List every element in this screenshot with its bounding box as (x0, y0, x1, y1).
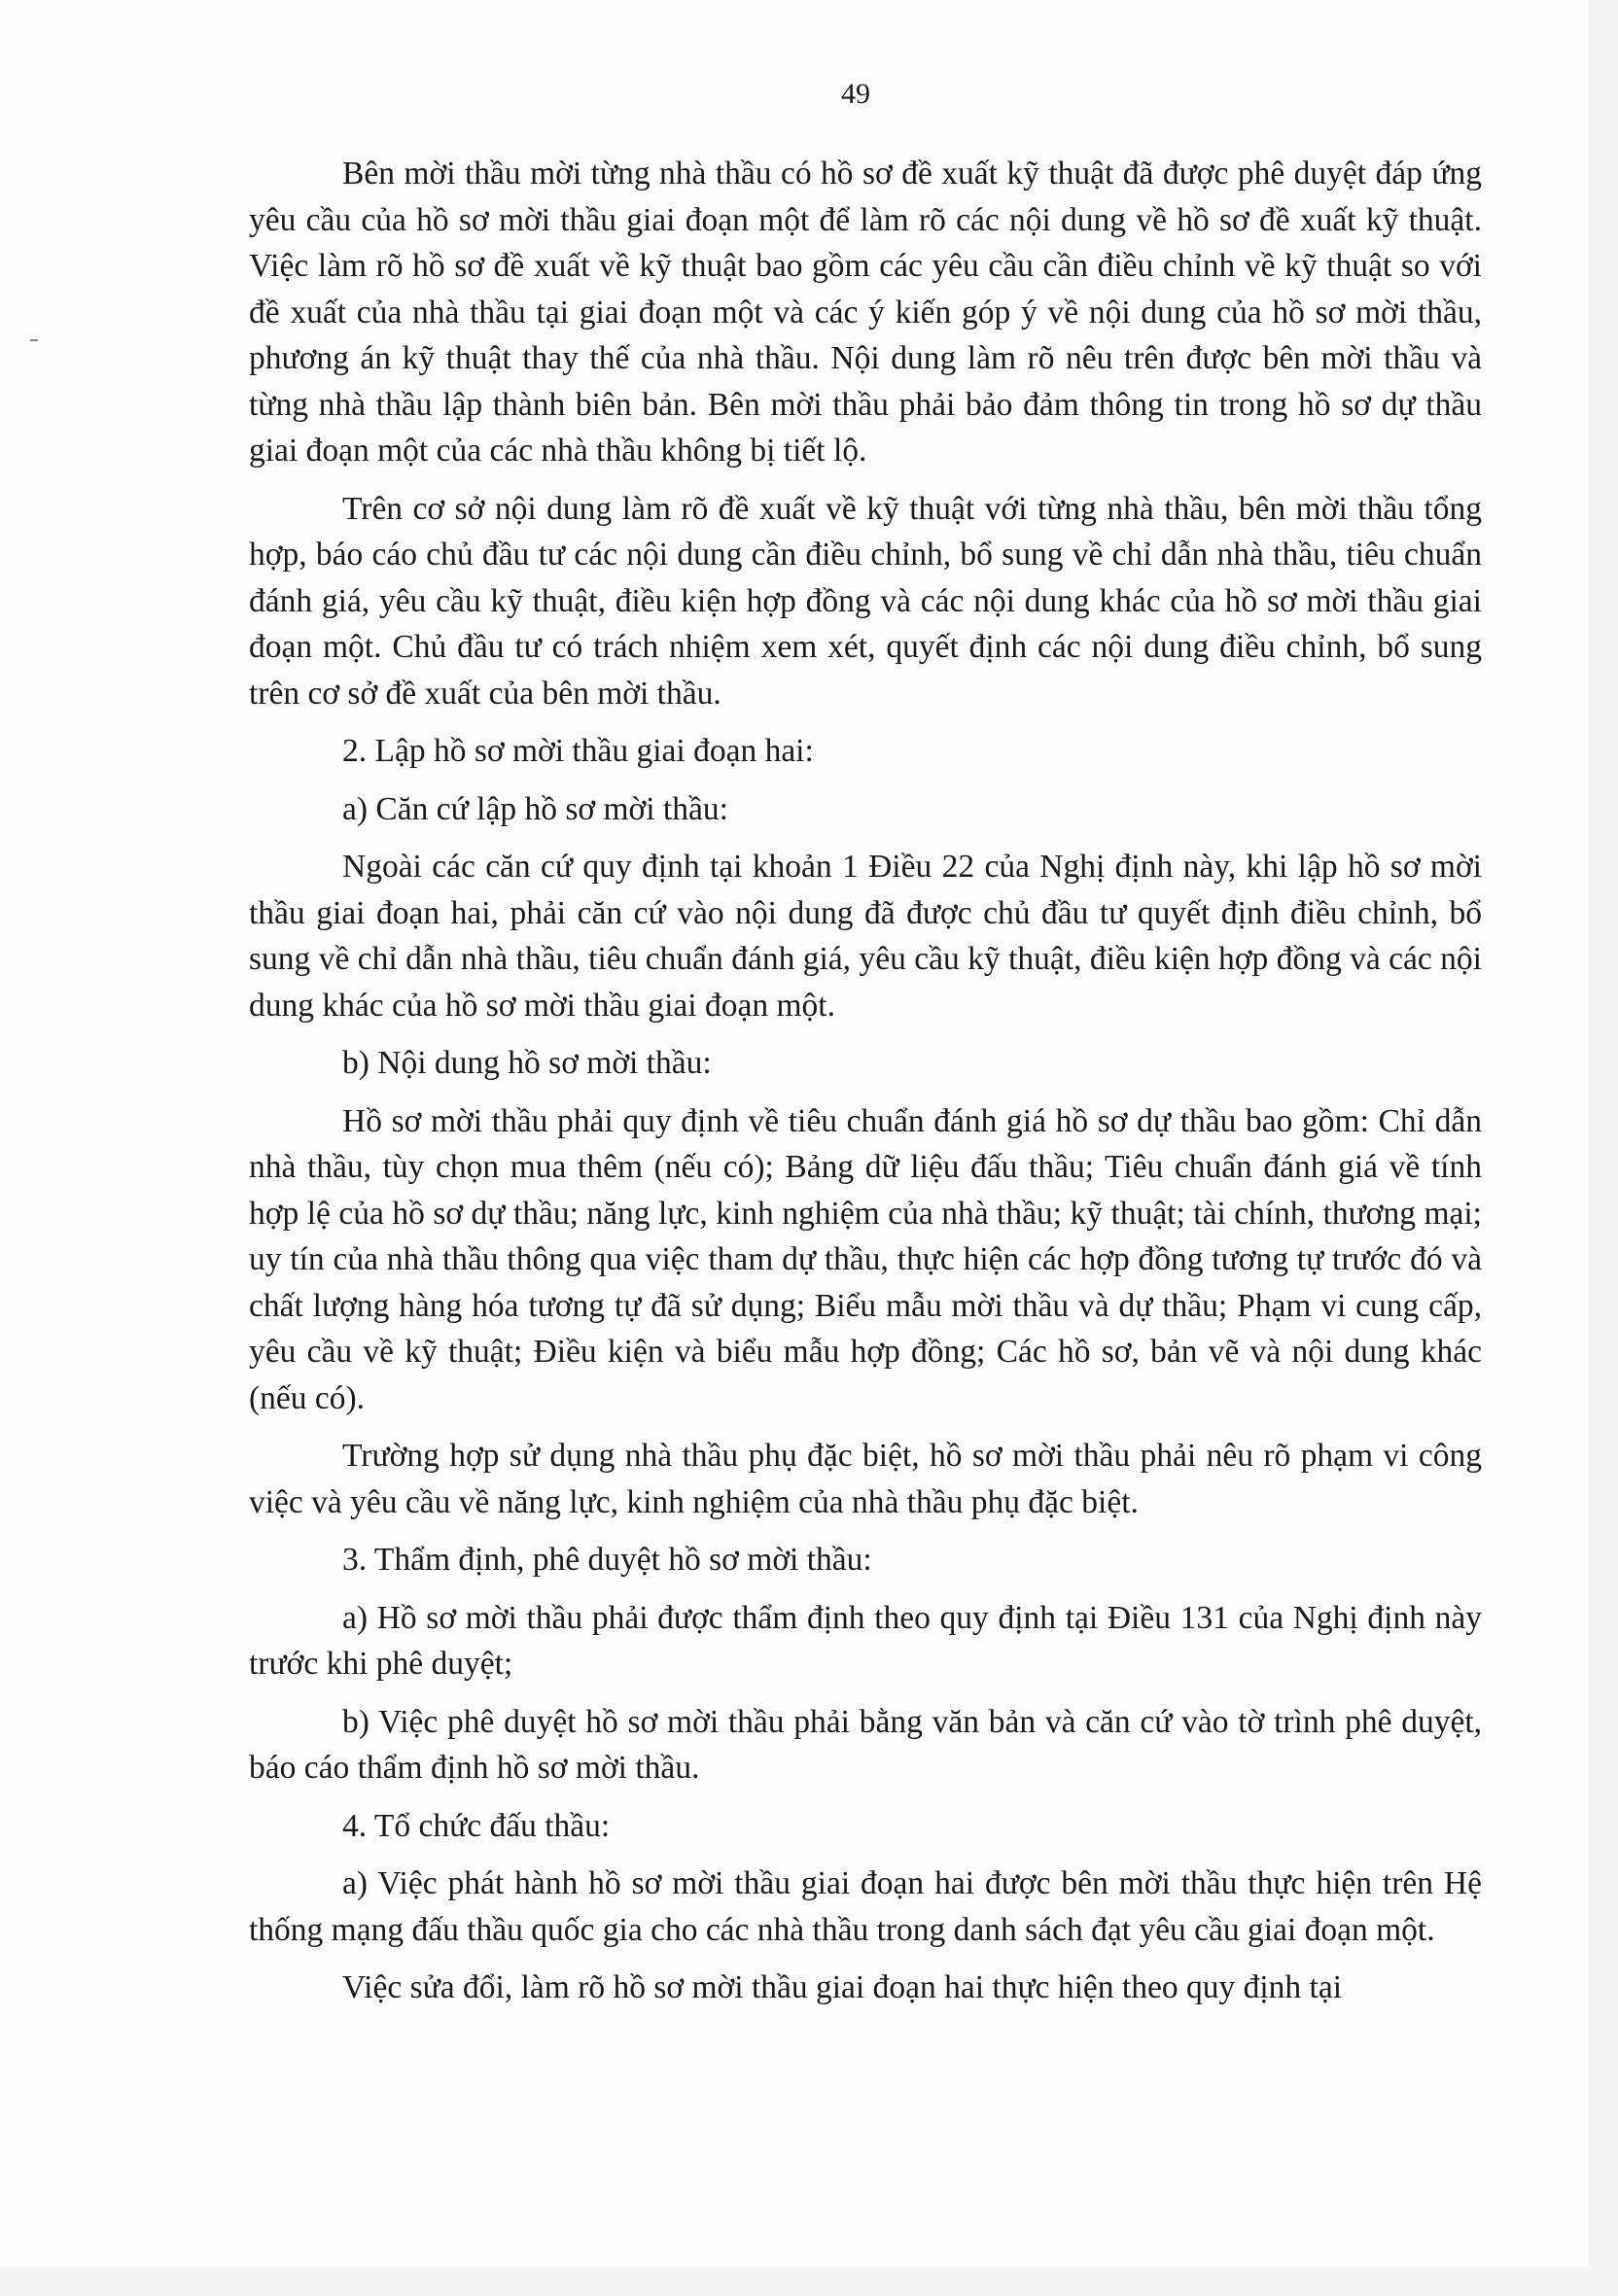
scan-mark (30, 339, 38, 341)
paragraph-amendment: Việc sửa đổi, làm rõ hồ sơ mời thầu giai đoạn hai thực hiện theo quy định tại (342, 1969, 1342, 2005)
paragraph-section-3a: a) Hồ sơ mời thầu phải được thẩm định theo quy định tại Điều 131 của Nghị định này trước khi phê duyệt; (249, 1599, 1482, 1682)
heading-section-4: 4. Tổ chức đấu thầu: (342, 1807, 611, 1844)
paragraph-content-requirements: Hồ sơ mời thầu phải quy định về tiêu chuẩn đánh giá hồ sơ dự thầu bao gồm: Chỉ dẫn nhà thầu, tùy chọn mua thêm (nếu có); Bảng dữ liệu đấu thầu; Tiêu chuẩn đánh giá về tính hợp lệ của hồ sơ dự thầu; năng lực, kinh nghiệm của nhà thầu; kỹ thuật; tài chính, thương mại; uy tín của nhà thầu thông qua việc tham dự thầu, thực hiện các hợp đồng tương tự trước đó và chất lượng hàng hóa tương tự đã sử dụng; Biểu mẫu mời thầu và dự thầu; Phạm vi cung cấp, yêu cầu về kỹ thuật; Điều kiện và biểu mẫu hợp đồng; Các hồ sơ, bản vẽ và nội dung khác (nếu có). (249, 1102, 1482, 1416)
page-edge-bottom (0, 2267, 1618, 2296)
heading-section-2a: a) Căn cứ lập hồ sơ mời thầu: (342, 790, 728, 827)
heading-section-2b: b) Nội dung hồ sơ mời thầu: (342, 1045, 712, 1081)
paragraph-special-subcontractor: Trường hợp sử dụng nhà thầu phụ đặc biệt, hồ sơ mời thầu phải nêu rõ phạm vi công việc và yêu cầu về năng lực, kinh nghiệm của nhà thầu phụ đặc biệt. (249, 1438, 1482, 1520)
heading-section-3: 3. Thẩm định, phê duyệt hồ sơ mời thầu: (342, 1542, 872, 1578)
paragraph-clarification: Bên mời thầu mời từng nhà thầu có hồ sơ đề xuất kỹ thuật đã được phê duyệt đáp ứng yêu cầu của hồ sơ mời thầu giai đoạn một để làm rõ các nội dung về hồ sơ đề xuất kỹ thuật. Việc làm rõ hồ sơ đề xuất về kỹ thuật bao gồm các yêu cầu cần điều chỉnh về kỹ thuật so với đề xuất của nhà thầu tại giai đoạn một và các ý kiến góp ý về nội dung của hồ sơ mời thầu, phương án kỹ thuật thay thế của nhà thầu. Nội dung làm rõ nêu trên được bên mời thầu và từng nhà thầu lập thành biên bản. Bên mời thầu phải bảo đảm thông tin trong hồ sơ dự thầu giai đoạn một của các nhà thầu không bị tiết lộ. (249, 156, 1482, 469)
paragraph-summary-report: Trên cơ sở nội dung làm rõ đề xuất về kỹ thuật với từng nhà thầu, bên mời thầu tổng hợp, báo cáo chủ đầu tư các nội dung cần điều chỉnh, bổ sung về chỉ dẫn nhà thầu, tiêu chuẩn đánh giá, yêu cầu kỹ thuật, điều kiện hợp đồng và các nội dung khác của hồ sơ mời thầu giai đoạn một. Chủ đầu tư có trách nhiệm xem xét, quyết định các nội dung điều chỉnh, bổ sung trên cơ sở đề xuất của bên mời thầu. (249, 490, 1482, 712)
page-edge-right (1589, 0, 1618, 2296)
page-number: 49 (841, 78, 870, 110)
document-body (249, 151, 1482, 2023)
paragraph-section-4a: a) Việc phát hành hồ sơ mời thầu giai đoạn hai được bên mời thầu thực hiện trên Hệ thống mạng đấu thầu quốc gia cho các nhà thầu trong danh sách đạt yêu cầu giai đoạn một. (249, 1865, 1482, 1948)
paragraph-section-3b: b) Việc phê duyệt hồ sơ mời thầu phải bằng văn bản và căn cứ vào tờ trình phê duyệt, báo cáo thẩm định hồ sơ mời thầu. (249, 1703, 1482, 1786)
heading-section-2: 2. Lập hồ sơ mời thầu giai đoạn hai: (342, 733, 814, 769)
paragraph-basis: Ngoài các căn cứ quy định tại khoản 1 Điều 22 của Nghị định này, khi lập hồ sơ mời thầu giai đoạn hai, phải căn cứ vào nội dung đã được chủ đầu tư quyết định điều chỉnh, bổ sung về chỉ dẫn nhà thầu, tiêu chuẩn đánh giá, yêu cầu kỹ thuật, điều kiện hợp đồng và các nội dung khác của hồ sơ mời thầu giai đoạn một. (249, 849, 1482, 1024)
